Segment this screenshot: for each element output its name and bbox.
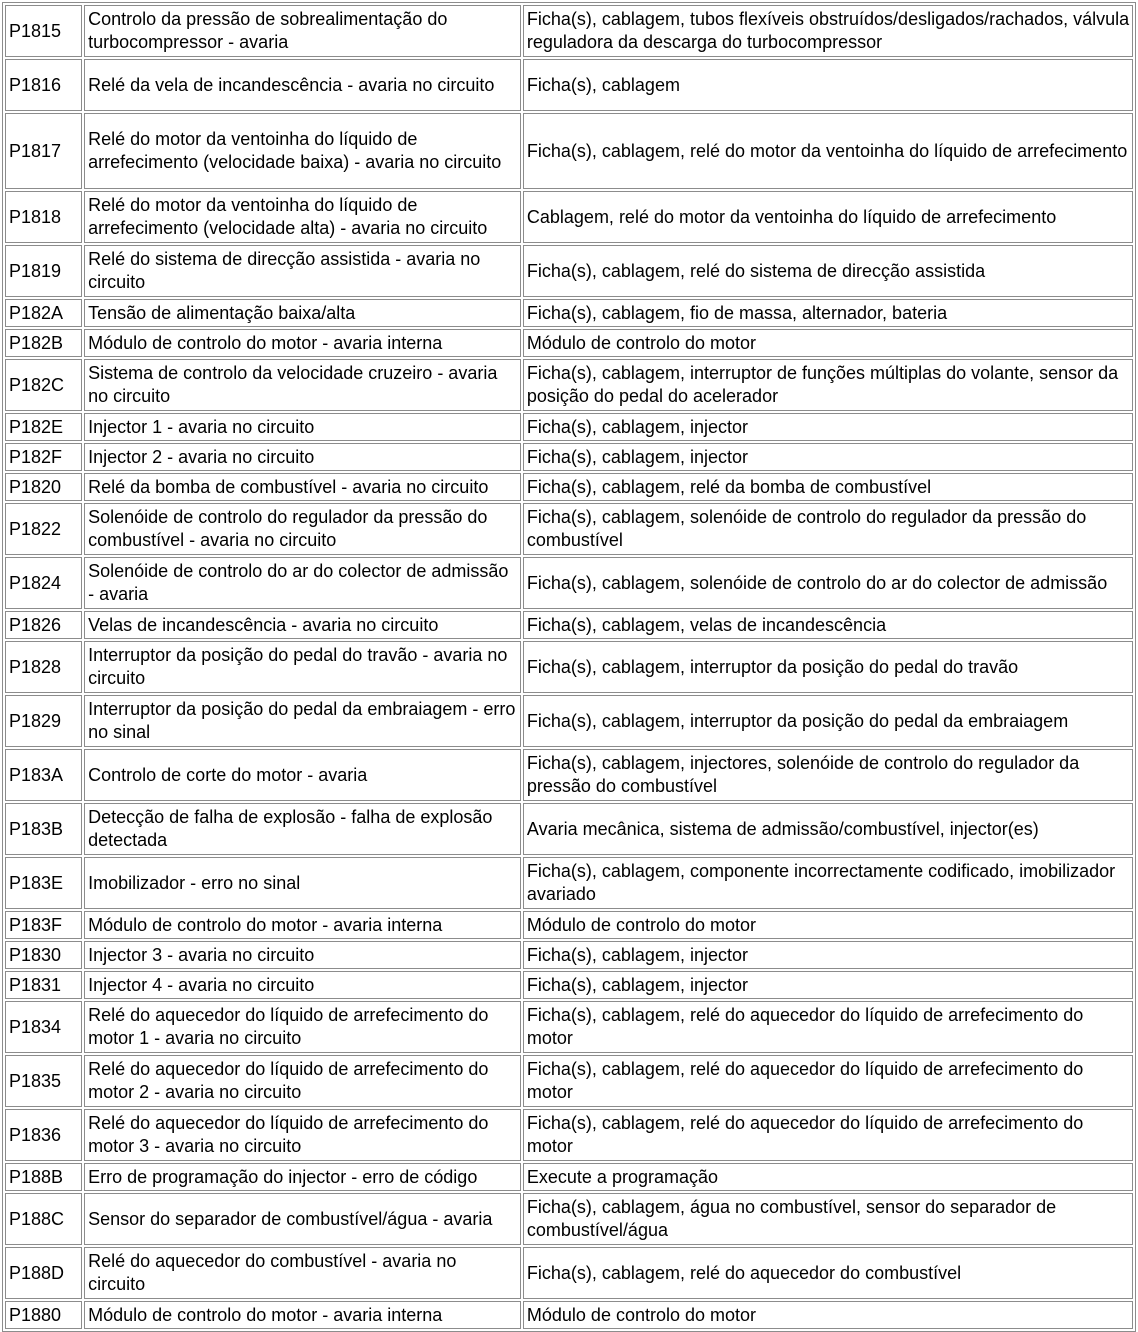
cause-cell: Cablagem, relé do motor da ventoinha do líquido de arrefecimento (523, 191, 1133, 243)
cause-cell: Ficha(s), cablagem, componente incorrectamente codificado, imobilizador avariado (523, 857, 1133, 909)
cause-cell: Ficha(s), cablagem, relé do sistema de direcção assistida (523, 245, 1133, 297)
table-row (5, 857, 1133, 909)
description-cell: Erro de programação do injector - erro de código (84, 1163, 521, 1191)
description-cell: Módulo de controlo do motor - avaria interna (84, 1301, 521, 1329)
code-cell: P183A (5, 749, 82, 801)
description-cell: Relé da vela de incandescência - avaria no circuito (84, 59, 521, 111)
cause-cell: Módulo de controlo do motor (523, 911, 1133, 939)
cause-cell: Ficha(s), cablagem, água no combustível, sensor do separador de combustível/água (523, 1193, 1133, 1245)
cause-cell: Ficha(s), cablagem (523, 59, 1133, 111)
description-cell: Controlo da pressão de sobrealimentação do turbocompressor - avaria (84, 5, 521, 57)
table-row (5, 413, 1133, 441)
code-cell: P1816 (5, 59, 82, 111)
cause-cell: Avaria mecânica, sistema de admissão/combustível, injector(es) (523, 803, 1133, 855)
code-cell: P1829 (5, 695, 82, 747)
description-cell: Injector 2 - avaria no circuito (84, 443, 521, 471)
table-row (5, 557, 1133, 609)
cause-cell: Ficha(s), cablagem, relé do motor da ventoinha do líquido de arrefecimento (523, 113, 1133, 189)
code-cell: P1834 (5, 1001, 82, 1053)
cause-cell: Ficha(s), cablagem, injectores, solenóide de controlo do regulador da pressão do combustível (523, 749, 1133, 801)
code-cell: P1819 (5, 245, 82, 297)
code-cell: P182A (5, 299, 82, 327)
cause-cell: Ficha(s), cablagem, injector (523, 941, 1133, 969)
code-cell: P1820 (5, 473, 82, 501)
code-cell: P1835 (5, 1055, 82, 1107)
description-cell: Velas de incandescência - avaria no circuito (84, 611, 521, 639)
table-row (5, 971, 1133, 999)
description-cell: Sensor do separador de combustível/água - avaria (84, 1193, 521, 1245)
table-row (5, 359, 1133, 411)
table-row (5, 59, 1133, 111)
cause-cell: Módulo de controlo do motor (523, 329, 1133, 357)
code-cell: P182F (5, 443, 82, 471)
table-row (5, 803, 1133, 855)
cause-cell: Ficha(s), cablagem, relé do aquecedor do líquido de arrefecimento do motor (523, 1055, 1133, 1107)
cause-cell: Ficha(s), cablagem, velas de incandescência (523, 611, 1133, 639)
table-row (5, 695, 1133, 747)
table-row (5, 5, 1133, 57)
description-cell: Relé do sistema de direcção assistida - avaria no circuito (84, 245, 521, 297)
description-cell: Imobilizador - erro no sinal (84, 857, 521, 909)
code-cell: P188C (5, 1193, 82, 1245)
code-cell: P1818 (5, 191, 82, 243)
cause-cell: Ficha(s), cablagem, relé do aquecedor do líquido de arrefecimento do motor (523, 1001, 1133, 1053)
description-cell: Módulo de controlo do motor - avaria interna (84, 329, 521, 357)
table-row (5, 1109, 1133, 1161)
code-cell: P1880 (5, 1301, 82, 1329)
cause-cell: Ficha(s), cablagem, relé da bomba de combustível (523, 473, 1133, 501)
description-cell: Injector 1 - avaria no circuito (84, 413, 521, 441)
code-cell: P1822 (5, 503, 82, 555)
table-row (5, 1247, 1133, 1299)
description-cell: Solenóide de controlo do ar do colector de admissão - avaria (84, 557, 521, 609)
cause-cell: Módulo de controlo do motor (523, 1301, 1133, 1329)
code-cell: P1836 (5, 1109, 82, 1161)
code-cell: P182E (5, 413, 82, 441)
code-cell: P183E (5, 857, 82, 909)
table-row (5, 611, 1133, 639)
table-row (5, 1301, 1133, 1329)
dtc-table-body (5, 5, 1133, 1329)
table-row (5, 1193, 1133, 1245)
code-cell: P188D (5, 1247, 82, 1299)
code-cell: P1830 (5, 941, 82, 969)
code-cell: P1815 (5, 5, 82, 57)
cause-cell: Ficha(s), cablagem, solenóide de controlo do ar do colector de admissão (523, 557, 1133, 609)
description-cell: Módulo de controlo do motor - avaria interna (84, 911, 521, 939)
code-cell: P183F (5, 911, 82, 939)
code-cell: P183B (5, 803, 82, 855)
table-row (5, 911, 1133, 939)
code-cell: P1817 (5, 113, 82, 189)
table-row (5, 329, 1133, 357)
code-cell: P182B (5, 329, 82, 357)
description-cell: Relé do motor da ventoinha do líquido de arrefecimento (velocidade alta) - avaria no circuito (84, 191, 521, 243)
cause-cell: Ficha(s), cablagem, injector (523, 413, 1133, 441)
table-row (5, 113, 1133, 189)
table-row (5, 473, 1133, 501)
code-cell: P1826 (5, 611, 82, 639)
description-cell: Interruptor da posição do pedal da embraiagem - erro no sinal (84, 695, 521, 747)
cause-cell: Ficha(s), cablagem, tubos flexíveis obstruídos/desligados/rachados, válvula reguladora da descarga do turbocompressor (523, 5, 1133, 57)
table-row (5, 191, 1133, 243)
code-cell: P182C (5, 359, 82, 411)
description-cell: Detecção de falha de explosão - falha de explosão detectada (84, 803, 521, 855)
cause-cell: Ficha(s), cablagem, injector (523, 971, 1133, 999)
cause-cell: Ficha(s), cablagem, interruptor de funções múltiplas do volante, sensor da posição do pedal do acelerador (523, 359, 1133, 411)
cause-cell: Ficha(s), cablagem, solenóide de controlo do regulador da pressão do combustível (523, 503, 1133, 555)
description-cell: Injector 4 - avaria no circuito (84, 971, 521, 999)
code-cell: P1828 (5, 641, 82, 693)
description-cell: Relé da bomba de combustível - avaria no circuito (84, 473, 521, 501)
description-cell: Solenóide de controlo do regulador da pressão do combustível - avaria no circuito (84, 503, 521, 555)
description-cell: Relé do aquecedor do líquido de arrefecimento do motor 2 - avaria no circuito (84, 1055, 521, 1107)
dtc-table (2, 2, 1136, 1332)
cause-cell: Ficha(s), cablagem, interruptor da posição do pedal do travão (523, 641, 1133, 693)
description-cell: Tensão de alimentação baixa/alta (84, 299, 521, 327)
table-row (5, 749, 1133, 801)
description-cell: Relé do aquecedor do líquido de arrefecimento do motor 3 - avaria no circuito (84, 1109, 521, 1161)
table-row (5, 941, 1133, 969)
code-cell: P1824 (5, 557, 82, 609)
table-row (5, 503, 1133, 555)
description-cell: Relé do motor da ventoinha do líquido de arrefecimento (velocidade baixa) - avaria no circuito (84, 113, 521, 189)
cause-cell: Execute a programação (523, 1163, 1133, 1191)
description-cell: Sistema de controlo da velocidade cruzeiro - avaria no circuito (84, 359, 521, 411)
table-row (5, 299, 1133, 327)
code-cell: P188B (5, 1163, 82, 1191)
table-row (5, 1163, 1133, 1191)
description-cell: Controlo de corte do motor - avaria (84, 749, 521, 801)
description-cell: Interruptor da posição do pedal do travão - avaria no circuito (84, 641, 521, 693)
cause-cell: Ficha(s), cablagem, relé do aquecedor do combustível (523, 1247, 1133, 1299)
cause-cell: Ficha(s), cablagem, interruptor da posição do pedal da embraiagem (523, 695, 1133, 747)
description-cell: Relé do aquecedor do líquido de arrefecimento do motor 1 - avaria no circuito (84, 1001, 521, 1053)
description-cell: Injector 3 - avaria no circuito (84, 941, 521, 969)
table-row (5, 443, 1133, 471)
table-row (5, 245, 1133, 297)
table-row (5, 1001, 1133, 1053)
cause-cell: Ficha(s), cablagem, relé do aquecedor do líquido de arrefecimento do motor (523, 1109, 1133, 1161)
cause-cell: Ficha(s), cablagem, injector (523, 443, 1133, 471)
cause-cell: Ficha(s), cablagem, fio de massa, alternador, bateria (523, 299, 1133, 327)
table-row (5, 1055, 1133, 1107)
description-cell: Relé do aquecedor do combustível - avaria no circuito (84, 1247, 521, 1299)
table-row (5, 641, 1133, 693)
code-cell: P1831 (5, 971, 82, 999)
